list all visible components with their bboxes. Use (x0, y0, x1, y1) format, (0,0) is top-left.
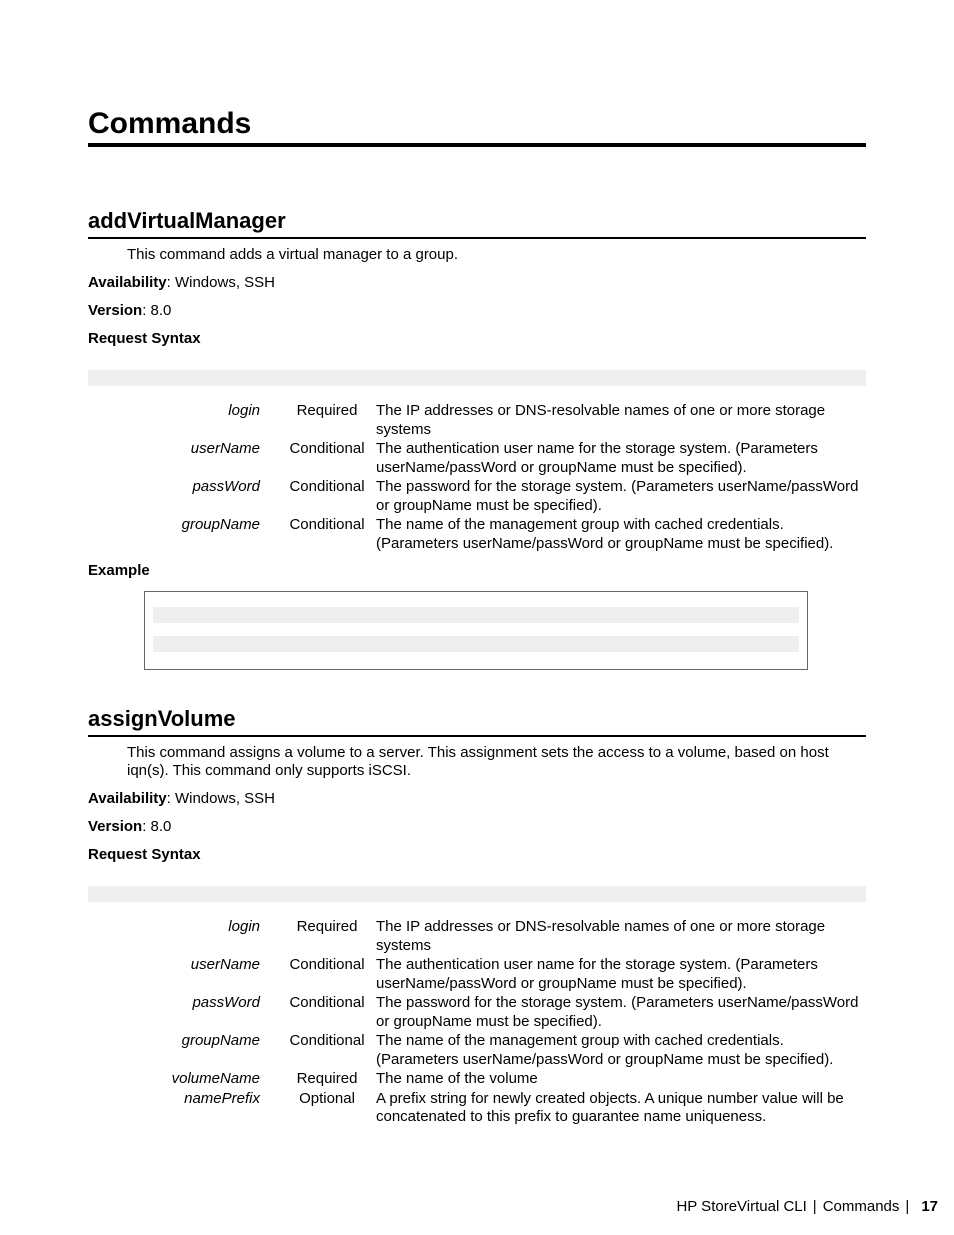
request-syntax-heading: Request Syntax (88, 846, 201, 863)
availability-label: Availability (88, 274, 167, 291)
param-requirement: Conditional (289, 478, 365, 495)
param-description: A prefix string for newly created objects. A unique number value will be concatenated to this prefix to guarantee name uniqueness. (376, 1089, 844, 1125)
table-row (88, 1032, 866, 1070)
param-description: The IP addresses or DNS-resolvable names of one or more storage systems (376, 402, 826, 438)
param-name: userName (190, 956, 260, 973)
param-description: The password for the storage system. (Parameters userName/passWord or groupName must be specified). (376, 994, 859, 1030)
parameters-table (88, 402, 866, 554)
footer-doc-title: HP StoreVirtual CLI (676, 1198, 807, 1215)
param-name: login (228, 402, 260, 419)
section-description: This command assigns a volume to a server. This assignment sets the access to a volume, based on host iqn(s). This command only supports iSCSI. (127, 744, 829, 779)
param-requirement: Conditional (289, 1032, 365, 1049)
param-requirement: Conditional (289, 956, 365, 973)
param-requirement: Conditional (289, 516, 365, 533)
param-name: passWord (192, 994, 260, 1011)
param-name: namePrefix (184, 1089, 260, 1107)
param-description: The name of the management group with cached credentials. (Parameters userName/passWord or groupName must be specified). (376, 516, 834, 552)
param-description: The authentication user name for the storage system. (Parameters userName/passWord or groupName must be specified). (376, 440, 818, 476)
table-row (88, 1070, 866, 1090)
table-row (88, 440, 866, 478)
availability-label: Availability (88, 790, 167, 807)
param-description: The name of the volume (376, 1070, 538, 1087)
param-name: passWord (192, 478, 260, 495)
footer-separator: | (905, 1198, 910, 1215)
example-code-box (144, 591, 808, 670)
param-requirement: Required (296, 918, 358, 935)
availability-value: : Windows, SSH (166, 790, 276, 807)
section-heading: addVirtualManager (88, 207, 866, 239)
example-code-line (153, 607, 799, 623)
param-name: userName (190, 440, 260, 457)
section-heading: assignVolume (88, 705, 866, 737)
version-value: : 8.0 (142, 818, 172, 835)
example-heading: Example (88, 562, 150, 579)
table-row (88, 956, 866, 994)
table-row (88, 478, 866, 516)
availability-value: : Windows, SSH (166, 274, 276, 291)
param-requirement: Optional (299, 1089, 355, 1107)
version-field (88, 818, 866, 836)
param-requirement: Required (296, 402, 358, 419)
version-value: : 8.0 (142, 302, 172, 319)
param-description: The IP addresses or DNS-resolvable names of one or more storage systems (376, 918, 826, 954)
param-description: The authentication user name for the storage system. (Parameters userName/passWord or groupName must be specified). (376, 956, 818, 992)
version-label: Version (88, 818, 143, 835)
page-number: 17 (921, 1198, 938, 1215)
availability-field (88, 790, 866, 808)
version-label: Version (88, 302, 143, 319)
table-row (88, 1090, 866, 1128)
param-description: The password for the storage system. (Parameters userName/passWord or groupName must be specified). (376, 478, 859, 514)
availability-field (88, 274, 866, 292)
page-title: Commands (88, 107, 252, 140)
param-requirement: Conditional (289, 994, 365, 1011)
footer-separator: | (812, 1198, 817, 1215)
param-name: groupName (181, 1032, 260, 1049)
section-description: This command adds a virtual manager to a group. (127, 246, 459, 263)
param-name: volumeName (171, 1070, 260, 1087)
param-name: groupName (181, 516, 260, 533)
title-rule (88, 143, 866, 147)
table-row (88, 918, 866, 956)
section-addvirtualmanager (88, 207, 866, 670)
syntax-code-block (88, 370, 866, 386)
table-row (88, 994, 866, 1032)
table-row (88, 516, 866, 554)
example-code-line (153, 636, 799, 652)
param-description: The name of the management group with cached credentials. (Parameters userName/passWord or groupName must be specified). (376, 1032, 834, 1068)
param-requirement: Conditional (289, 440, 365, 457)
footer-chapter: Commands (822, 1198, 900, 1215)
table-row (88, 402, 866, 440)
param-requirement: Required (296, 1070, 358, 1087)
param-name: login (228, 918, 260, 935)
page-footer (676, 1198, 938, 1216)
request-syntax-heading: Request Syntax (88, 330, 201, 347)
section-assignvolume (88, 705, 866, 1128)
syntax-code-block (88, 886, 866, 902)
parameters-table (88, 918, 866, 1128)
version-field (88, 302, 866, 320)
